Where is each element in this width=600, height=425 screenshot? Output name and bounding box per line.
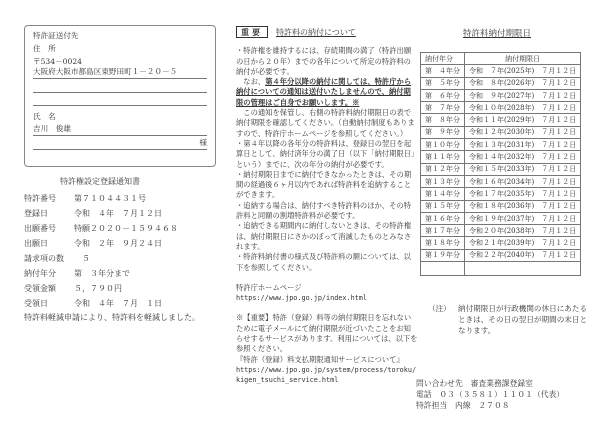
notice-field bbox=[24, 298, 162, 309]
notice-field bbox=[24, 283, 122, 294]
deadline-cell: 令和１８年(2036年) ７月１２日 bbox=[465, 200, 581, 212]
deadline-cell: 令和１１年(2029年) ７月１２日 bbox=[465, 114, 581, 126]
contact-info bbox=[416, 378, 564, 411]
year-cell: 第１１年分 bbox=[421, 151, 465, 163]
field-value: 令和 ２年 ９月２４日 bbox=[74, 239, 162, 248]
table-note bbox=[428, 303, 593, 336]
year-cell: 第 ４年分 bbox=[421, 65, 465, 77]
name-line: 吉川 俊雄 bbox=[33, 123, 207, 136]
table-header: 納付期限日 bbox=[465, 53, 581, 65]
table-row bbox=[421, 212, 581, 224]
deadline-cell: 令和１７年(2035年) ７月１２日 bbox=[465, 188, 581, 200]
important-badge: 重要 bbox=[236, 26, 268, 38]
bold-warning: 第４年分以降の納付に関しては、特許庁から納付についての通知は送付いたしませんので、納付期限の管理はご自身でお願いします。※ bbox=[236, 77, 412, 107]
field-label: 受領金額 bbox=[24, 284, 56, 293]
field-label: 請求項の数 bbox=[24, 254, 64, 263]
para: なお、 bbox=[236, 77, 266, 87]
field-value: 令和 ４年 ７月１２日 bbox=[74, 209, 162, 218]
deadline-cell: 令和１０年(2028年) ７月１２日 bbox=[465, 102, 581, 114]
year-cell: 第１０年分 bbox=[421, 139, 465, 151]
year-cell: 第 ５年分 bbox=[421, 77, 465, 89]
note-text: 納付期限日が行政機関の休日にあたるときは、その日の翌日が期間の末日となります。 bbox=[458, 304, 588, 335]
contact-phone: 電話 ０３（３５８１）１１０１（代表） bbox=[416, 390, 565, 399]
table-row bbox=[421, 175, 581, 187]
year-cell: 第１５年分 bbox=[421, 200, 465, 212]
address-label: 住 所 bbox=[33, 44, 56, 53]
table-row bbox=[421, 89, 581, 101]
year-cell: 第 ６年分 bbox=[421, 89, 465, 101]
year-cell: 第 ９年分 bbox=[421, 126, 465, 138]
deadline-cell: 令和１５年(2033年) ７月１２日 bbox=[465, 163, 581, 175]
address-line: 大阪府大阪市都島区東野田町１－２０－５ bbox=[33, 66, 207, 79]
table-row bbox=[421, 65, 581, 77]
field-value: 第７１０４４３１号 bbox=[74, 194, 146, 203]
notice-field bbox=[24, 268, 130, 279]
year-cell: 第 ８年分 bbox=[421, 114, 465, 126]
contact-line: 問い合わせ先 審査業務課登録室 bbox=[416, 379, 533, 388]
address-box-title: 特許証送付先 bbox=[33, 31, 79, 40]
field-label: 特許番号 bbox=[24, 194, 56, 203]
deadline-table bbox=[420, 52, 581, 276]
table-row bbox=[421, 200, 581, 212]
year-cell: 第１４年分 bbox=[421, 188, 465, 200]
deadline-cell: 令和２０年(2038年) ７月１２日 bbox=[465, 225, 581, 237]
deadline-cell: 令和 ８年(2026年) ７月１２日 bbox=[465, 77, 581, 89]
field-label: 納付年分 bbox=[24, 269, 56, 278]
table-row bbox=[421, 249, 581, 261]
year-cell: 第１７年分 bbox=[421, 225, 465, 237]
deadline-cell: 令和２１年(2039年) ７月１２日 bbox=[465, 237, 581, 249]
year-cell: 第１６年分 bbox=[421, 212, 465, 224]
middle-column bbox=[236, 26, 418, 386]
field-label: 受領日 bbox=[24, 299, 48, 308]
hp-url[interactable]: https://www.jpo.go.jp/index.html bbox=[236, 294, 367, 303]
table-row bbox=[421, 114, 581, 126]
notice-field bbox=[24, 253, 90, 264]
para: ・第４年以降の各年分の特許料は、登録日の翌日を起算日として、納付済年分の満了日（以下「納付期限日」という）までに、次の年分の納付が必要です。 bbox=[236, 138, 415, 169]
field-value: ５，７９０円 bbox=[74, 284, 122, 293]
honorific: 様 bbox=[33, 137, 207, 150]
table-row bbox=[421, 188, 581, 200]
field-label: 登録日 bbox=[24, 209, 48, 218]
table-header: 納付年分 bbox=[421, 53, 465, 65]
year-cell: 第１３年分 bbox=[421, 175, 465, 187]
table-row bbox=[421, 126, 581, 138]
field-value: 令和 ４年 ７月 １日 bbox=[74, 299, 162, 308]
table-row bbox=[421, 163, 581, 175]
year-cell: 第１２年分 bbox=[421, 163, 465, 175]
table-row bbox=[421, 151, 581, 163]
deadline-cell: 令和１２年(2030年) ７月１２日 bbox=[465, 126, 581, 138]
table-row bbox=[421, 139, 581, 151]
reduction-note: 特許料軽減申請により、特許料を軽減しました。 bbox=[24, 313, 200, 322]
notice-title: 特許権設定登録通知書 bbox=[60, 177, 140, 186]
table-title: 特許料納付期限日 bbox=[463, 29, 532, 39]
para: この通知を保管し、右側の特許料納付期限日の表で納付期限を確認してください。（自動納付制度もありますので、特許庁ホームページを参照してください。） bbox=[236, 108, 415, 138]
field-label: 出願日 bbox=[24, 239, 48, 248]
notice-field bbox=[24, 208, 162, 219]
field-value: ５ bbox=[74, 254, 90, 263]
hp-label: 特許庁ホームページ bbox=[236, 282, 302, 292]
para: ・追納できる期間内に納付しないときは、その特許権は、納付期限日にさかのぼって消滅したものとみなされます。 bbox=[236, 221, 412, 251]
year-cell: 第 ７年分 bbox=[421, 102, 465, 114]
table-row bbox=[421, 102, 581, 114]
notice-field bbox=[24, 193, 146, 204]
para: ・納付期限日までに納付できなかったときは、その期間の経過後６ヶ月以内であれば特許料を追納することができます。 bbox=[236, 169, 412, 200]
table-row bbox=[421, 237, 581, 249]
deadline-cell: 令和１４年(2032年) ７月１２日 bbox=[465, 151, 581, 163]
postal-code: 〒534－0024 bbox=[33, 57, 83, 66]
address-blank-line bbox=[33, 93, 207, 106]
deadline-cell: 令和１３年(2031年) ７月１２日 bbox=[465, 139, 581, 151]
para: ・特許権を維持するには、存続期間の満了（特許出願の日から２０年）までの各年について所定の特許料の納付が必要です。 bbox=[236, 46, 412, 76]
table-row bbox=[421, 225, 581, 237]
year-cell: 第１９年分 bbox=[421, 249, 465, 261]
para: ・追納する場合は、納付すべき特許料のほか、その特許料と同額の割増特許料が必要です。 bbox=[236, 200, 411, 221]
deadline-cell: 令和２２年(2040年) ７月１２日 bbox=[465, 249, 581, 261]
service-url[interactable]: https://www.jpo.go.jp/system/process/toroku/kigen_tsuchi_service.html bbox=[236, 365, 417, 385]
year-cell: 第１８年分 bbox=[421, 237, 465, 249]
address-box bbox=[24, 25, 216, 167]
deadline-cell: 令和 ７年(2025年) ７月１２日 bbox=[465, 65, 581, 77]
middle-heading: 特許料の納付について bbox=[276, 28, 356, 37]
table-row bbox=[421, 77, 581, 89]
deadline-cell: 令和 ９年(2027年) ７月１２日 bbox=[465, 89, 581, 101]
service-note: ※【重要】特許（登録）料等の納付期限日を忘れないために電子メールにて納付期限が近づいたことをお知らせするサービスがあります。利用については、以下を参照ください。 bbox=[236, 313, 418, 354]
deadline-cell: 令和１９年(2037年) ７月１２日 bbox=[465, 212, 581, 224]
service-title: 『特許（登録）料支払期限通知サービスについて』 bbox=[236, 354, 404, 364]
contact-extension: 特許担当 内線 ２７０８ bbox=[416, 401, 510, 410]
empty-row bbox=[421, 262, 581, 276]
notice-field bbox=[24, 223, 178, 234]
field-value: 第 ３年分まで bbox=[74, 269, 130, 278]
field-value: 特願２０２０－１５９４６８ bbox=[74, 224, 178, 233]
name-label: 氏 名 bbox=[33, 112, 56, 121]
note-label: （注） bbox=[428, 304, 451, 313]
address-blank-line bbox=[33, 80, 207, 93]
field-label: 出願番号 bbox=[24, 224, 56, 233]
deadline-cell: 令和１６年(2034年) ７月１２日 bbox=[465, 175, 581, 187]
para: ・特許料納付書の様式及び特許料の額については、以下を参照してください。 bbox=[236, 252, 411, 272]
notice-field bbox=[24, 238, 162, 249]
